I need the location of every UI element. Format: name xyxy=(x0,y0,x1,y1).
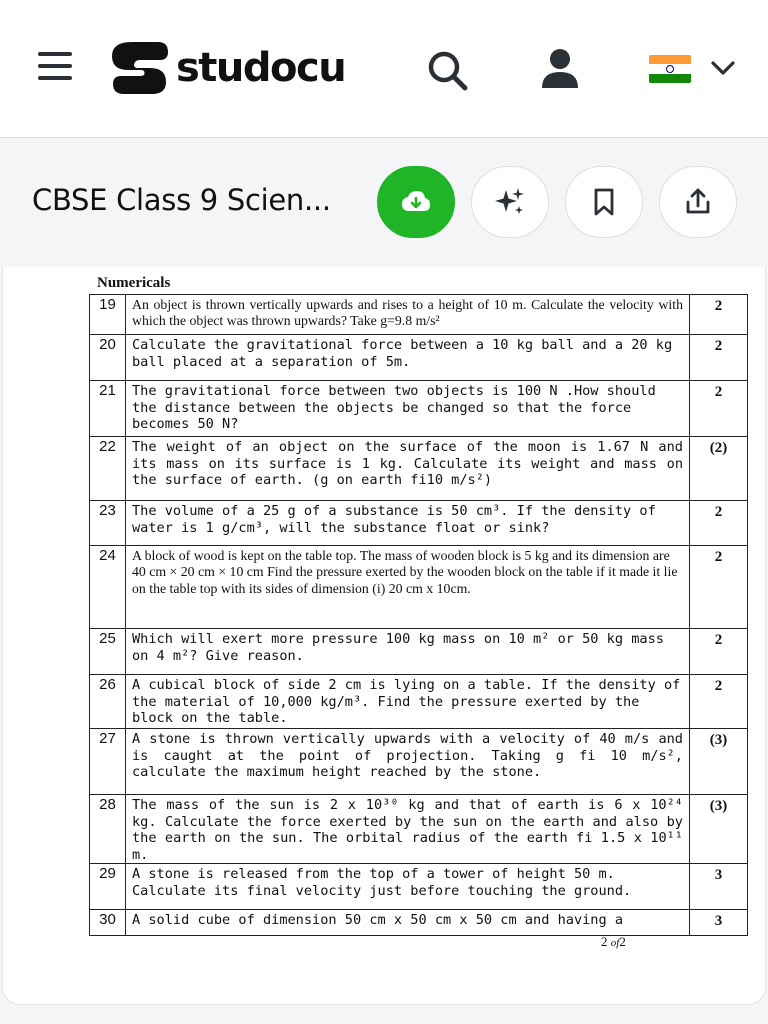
question-marks: 2 xyxy=(690,501,748,546)
bookmark-icon xyxy=(592,187,616,217)
question-text: A solid cube of dimension 50 cm x 50 cm x 50 cm and having a xyxy=(126,910,690,936)
question-number: 19 xyxy=(90,295,126,335)
ai-sparkle-icon xyxy=(494,186,526,218)
share-icon xyxy=(683,187,713,217)
question-number: 29 xyxy=(90,864,126,910)
studocu-logo[interactable] xyxy=(110,40,345,96)
table-row xyxy=(90,335,748,381)
question-number: 22 xyxy=(90,437,126,501)
question-marks: 2 xyxy=(690,629,748,675)
question-marks: (3) xyxy=(690,795,748,864)
table-row xyxy=(90,795,748,864)
question-marks: 2 xyxy=(690,381,748,437)
table-row xyxy=(90,437,748,501)
question-text: A stone is thrown vertically upwards with a velocity of 40 m/s and is caught at the point of projection. Taking g fi 10 m/s², calculate the maximum height reached by the stone. xyxy=(126,729,690,795)
ai-assistant-button[interactable] xyxy=(471,166,549,238)
question-text: The weight of an object on the surface of the moon is 1.67 N and its mass on its surface is 1 kg. Calculate its weight and mass on the surface of earth. (g on earth fi10 m/s²) xyxy=(126,437,690,501)
question-number: 28 xyxy=(90,795,126,864)
table-row xyxy=(90,864,748,910)
section-heading: Numericals xyxy=(97,275,171,291)
table-row xyxy=(90,295,748,335)
question-number: 27 xyxy=(90,729,126,795)
table-row xyxy=(90,546,748,629)
share-button[interactable] xyxy=(659,166,737,238)
page-separator: of xyxy=(610,937,620,949)
question-number: 24 xyxy=(90,546,126,629)
bookmark-button[interactable] xyxy=(565,166,643,238)
question-text: An object is thrown vertically upwards and rises to a height of 10 m. Calculate the velocity with which the object was thrown upwards? Take g=9.8 m/s² xyxy=(126,295,690,335)
hamburger-menu-icon[interactable] xyxy=(38,52,72,82)
question-text: The volume of a 25 g of a substance is 50 cm³. If the density of water is 1 g/cm³, will the substance float or sink? xyxy=(126,501,690,546)
question-marks: 2 xyxy=(690,546,748,629)
table-row xyxy=(90,910,748,936)
question-marks: 2 xyxy=(690,295,748,335)
user-icon[interactable] xyxy=(540,48,580,90)
download-cloud-icon xyxy=(401,190,431,214)
india-flag-icon[interactable] xyxy=(649,55,691,83)
question-number: 20 xyxy=(90,335,126,381)
table-row xyxy=(90,675,748,729)
page-indicator xyxy=(601,934,626,950)
question-marks: 2 xyxy=(690,335,748,381)
page-current: 2 xyxy=(601,934,608,949)
questions-table xyxy=(89,294,748,936)
question-text: The mass of the sun is 2 x 10³⁰ kg and that of earth is 6 x 10²⁴ kg. Calculate the force exerted by the sun on the earth and also by the earth on the sun. The orbital radius of the earth fi 1.5 x 10¹¹ m. xyxy=(126,795,690,864)
question-text: Calculate the gravitational force between a 10 kg ball and a 20 kg ball placed at a separation of 5m. xyxy=(126,335,690,381)
question-text: A cubical block of side 2 cm is lying on a table. If the density of the material of 10,000 kg/m³. Find the pressure exerted by the block on the table. xyxy=(126,675,690,729)
question-marks: (2) xyxy=(690,437,748,501)
brand-name: studocu xyxy=(176,45,346,91)
document-page xyxy=(2,267,766,1005)
search-icon[interactable] xyxy=(425,48,469,92)
question-marks: 3 xyxy=(690,864,748,910)
question-marks: 3 xyxy=(690,910,748,936)
document-title: CBSE Class 9 Scien... xyxy=(32,183,331,217)
studocu-logo-mark-icon xyxy=(110,40,170,96)
download-button[interactable] xyxy=(377,166,455,238)
question-number: 21 xyxy=(90,381,126,437)
question-text: A block of wood is kept on the table top. The mass of wooden block is 5 kg and its dimension are 40 cm × 20 cm × 10 cm Find the pressure exerted by the wooden block on the table if it made it lie on the table top with its sides of dimension (i) 20 cm x 10cm. xyxy=(126,546,690,629)
table-row xyxy=(90,501,748,546)
table-row xyxy=(90,629,748,675)
question-text: The gravitational force between two objects is 100 N .How should the distance between the objects be changed so that the force becomes 50 N? xyxy=(126,381,690,437)
document-title-bar xyxy=(0,139,768,267)
chevron-down-icon[interactable] xyxy=(710,58,736,78)
question-text: Which will exert more pressure 100 kg mass on 10 m² or 50 kg mass on 4 m²? Give reason. xyxy=(126,629,690,675)
document-viewer[interactable] xyxy=(0,267,768,1024)
question-number: 26 xyxy=(90,675,126,729)
table-row xyxy=(90,381,748,437)
table-row xyxy=(90,729,748,795)
page-total: 2 xyxy=(619,934,626,949)
question-marks: 2 xyxy=(690,675,748,729)
question-number: 30 xyxy=(90,910,126,936)
question-text: A stone is released from the top of a tower of height 50 m. Calculate its final velocity just before touching the ground. xyxy=(126,864,690,910)
top-navigation-bar xyxy=(0,0,768,138)
question-number: 25 xyxy=(90,629,126,675)
question-marks: (3) xyxy=(690,729,748,795)
question-number: 23 xyxy=(90,501,126,546)
